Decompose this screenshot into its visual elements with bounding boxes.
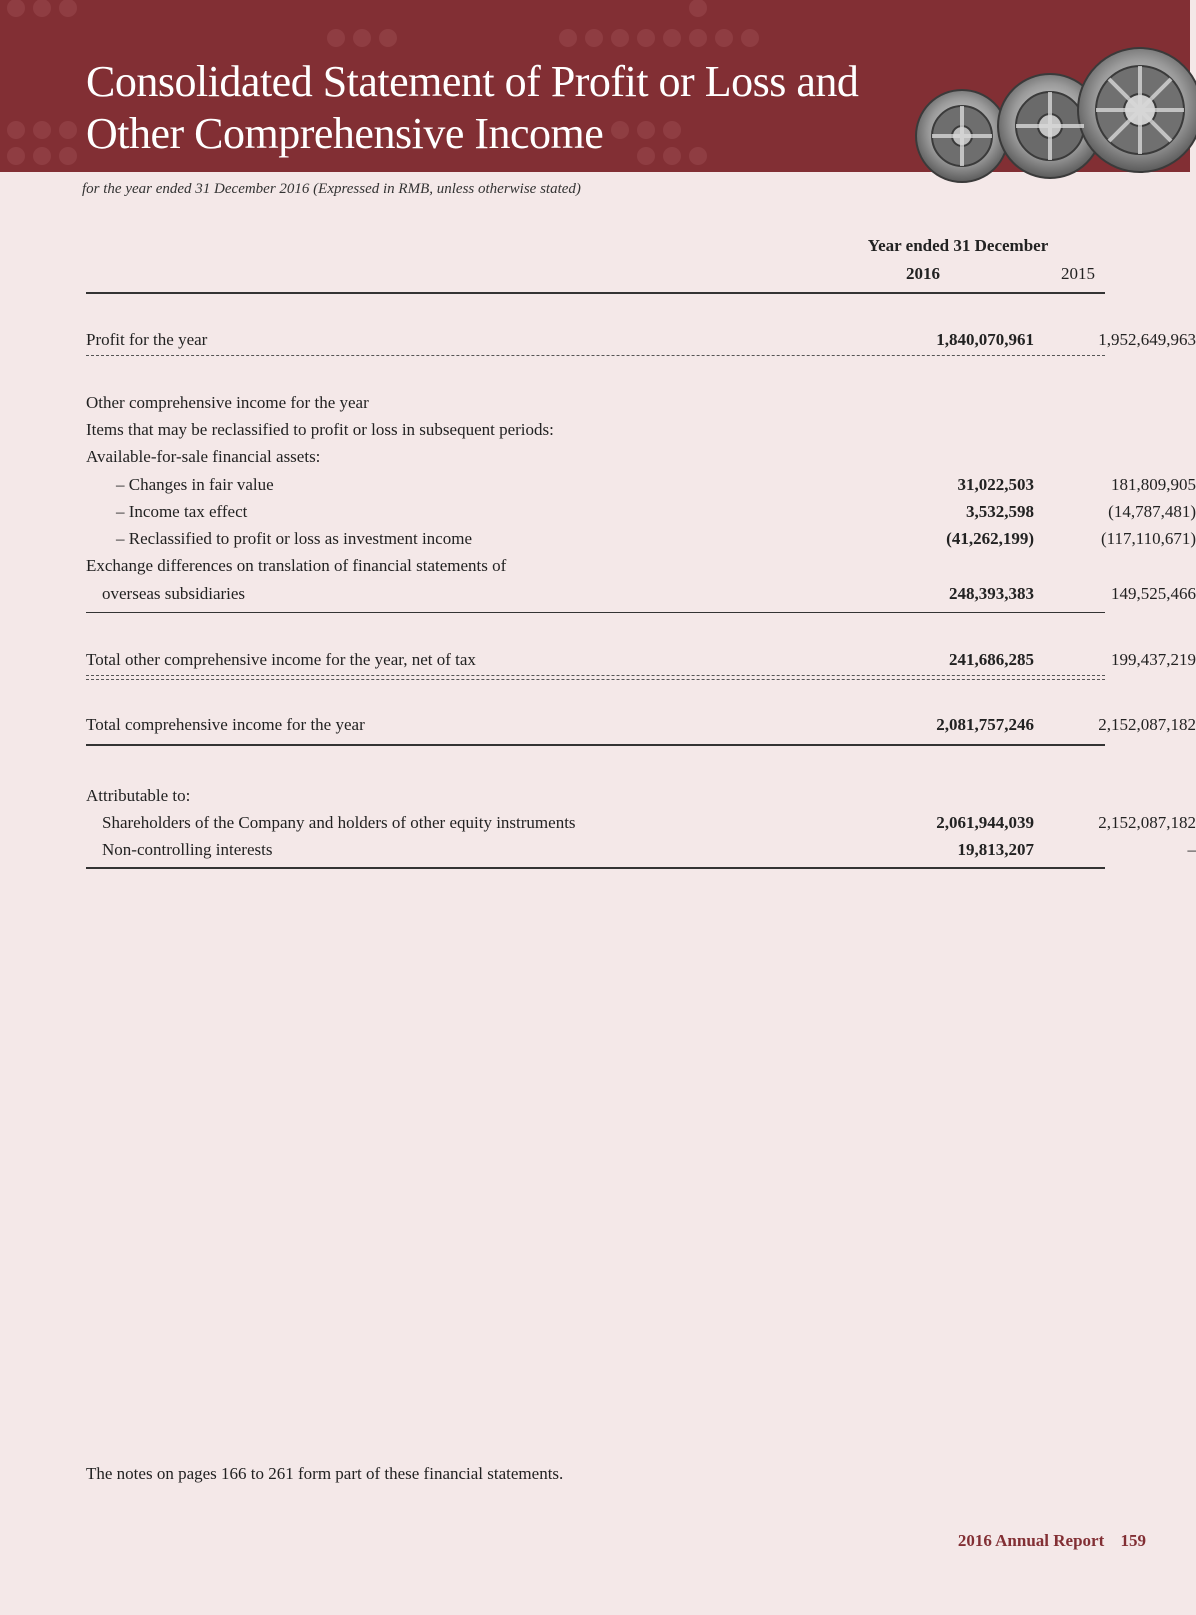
page-number: 159 — [1120, 1531, 1146, 1550]
row-label: – Changes in fair value — [116, 475, 274, 494]
row-label: Items that may be reclassified to profit or loss in subsequent periods: — [86, 420, 554, 439]
value-2016: 31,022,503 — [957, 475, 1034, 494]
row-label: Available-for-sale financial assets: — [86, 447, 321, 466]
row-label: Profit for the year — [86, 330, 208, 349]
table-row — [86, 813, 1196, 839]
table-row — [86, 330, 1196, 356]
column-header-2015: 2015 — [1061, 264, 1095, 283]
value-2015: 1,952,649,963 — [1098, 330, 1196, 349]
table-row — [86, 715, 1196, 741]
value-2015: 181,809,905 — [1111, 475, 1196, 494]
table-row — [86, 786, 1105, 812]
value-2016: 2,081,757,246 — [936, 715, 1034, 734]
row-label: Total comprehensive income for the year — [86, 715, 365, 734]
attributable-rule — [86, 867, 1105, 869]
table-row — [86, 447, 1105, 473]
value-2016: 1,840,070,961 — [936, 330, 1034, 349]
row-label: Non-controlling interests — [102, 840, 273, 859]
report-name: 2016 Annual Report — [957, 1531, 1105, 1550]
header-banner — [0, 0, 1190, 172]
column-group-header: Year ended 31 December — [867, 236, 1049, 255]
dashed-rule — [86, 679, 1105, 680]
row-label: – Reclassified to profit or loss as investment income — [116, 529, 472, 548]
notes-text: The notes on pages 166 to 261 form part of these financial statements. — [86, 1464, 564, 1483]
value-2016: 248,393,383 — [949, 584, 1034, 603]
row-label: – Income tax effect — [116, 502, 248, 521]
value-2016: (41,262,199) — [946, 529, 1034, 548]
page-footer — [958, 1531, 1146, 1551]
value-2015: 199,437,219 — [1111, 650, 1196, 669]
total-rule — [86, 744, 1105, 746]
value-2016: 3,532,598 — [966, 502, 1034, 521]
table-row — [86, 529, 1196, 555]
column-header-2016: 2016 — [906, 264, 940, 283]
table-row — [86, 393, 1105, 419]
table-row — [86, 584, 1196, 610]
row-label: Shareholders of the Company and holders of other equity instruments — [102, 813, 576, 832]
value-2015: 2,152,087,182 — [1098, 813, 1196, 832]
subtotal-rule — [86, 612, 1105, 613]
dashed-rule — [86, 675, 1105, 676]
page-subtitle: for the year ended 31 December 2016 (Expressed in RMB, unless otherwise stated) — [82, 181, 581, 197]
value-2016: 241,686,285 — [949, 650, 1034, 669]
row-label: Total other comprehensive income for the year, net of tax — [86, 650, 476, 669]
value-2015: 2,152,087,182 — [1098, 715, 1196, 734]
value-2016: 19,813,207 — [957, 840, 1034, 859]
table-row — [86, 650, 1196, 676]
title-line-1: Consolidated Statement of Profit or Loss and — [86, 57, 859, 106]
value-2015: – — [1187, 840, 1196, 859]
row-label: Other comprehensive income for the year — [86, 393, 369, 412]
page-title — [86, 56, 858, 160]
row-label: Attributable to: — [86, 786, 191, 805]
value-2015: (117,110,671) — [1100, 529, 1196, 548]
title-line-2: Other Comprehensive Income — [86, 109, 604, 158]
value-2016: 2,061,944,039 — [936, 813, 1034, 832]
table-row — [86, 420, 1105, 446]
gears-illustration — [910, 40, 1190, 172]
dashed-rule — [86, 355, 1105, 356]
row-label: overseas subsidiaries — [102, 584, 246, 603]
table-row — [86, 502, 1196, 528]
table-row — [86, 840, 1196, 866]
value-2015: 149,525,466 — [1111, 584, 1196, 603]
row-label: Exchange differences on translation of financial statements of — [86, 556, 507, 575]
table-row — [86, 556, 1105, 582]
value-2015: (14,787,481) — [1108, 502, 1196, 521]
table-row — [86, 475, 1196, 501]
header-rule — [86, 292, 1105, 294]
